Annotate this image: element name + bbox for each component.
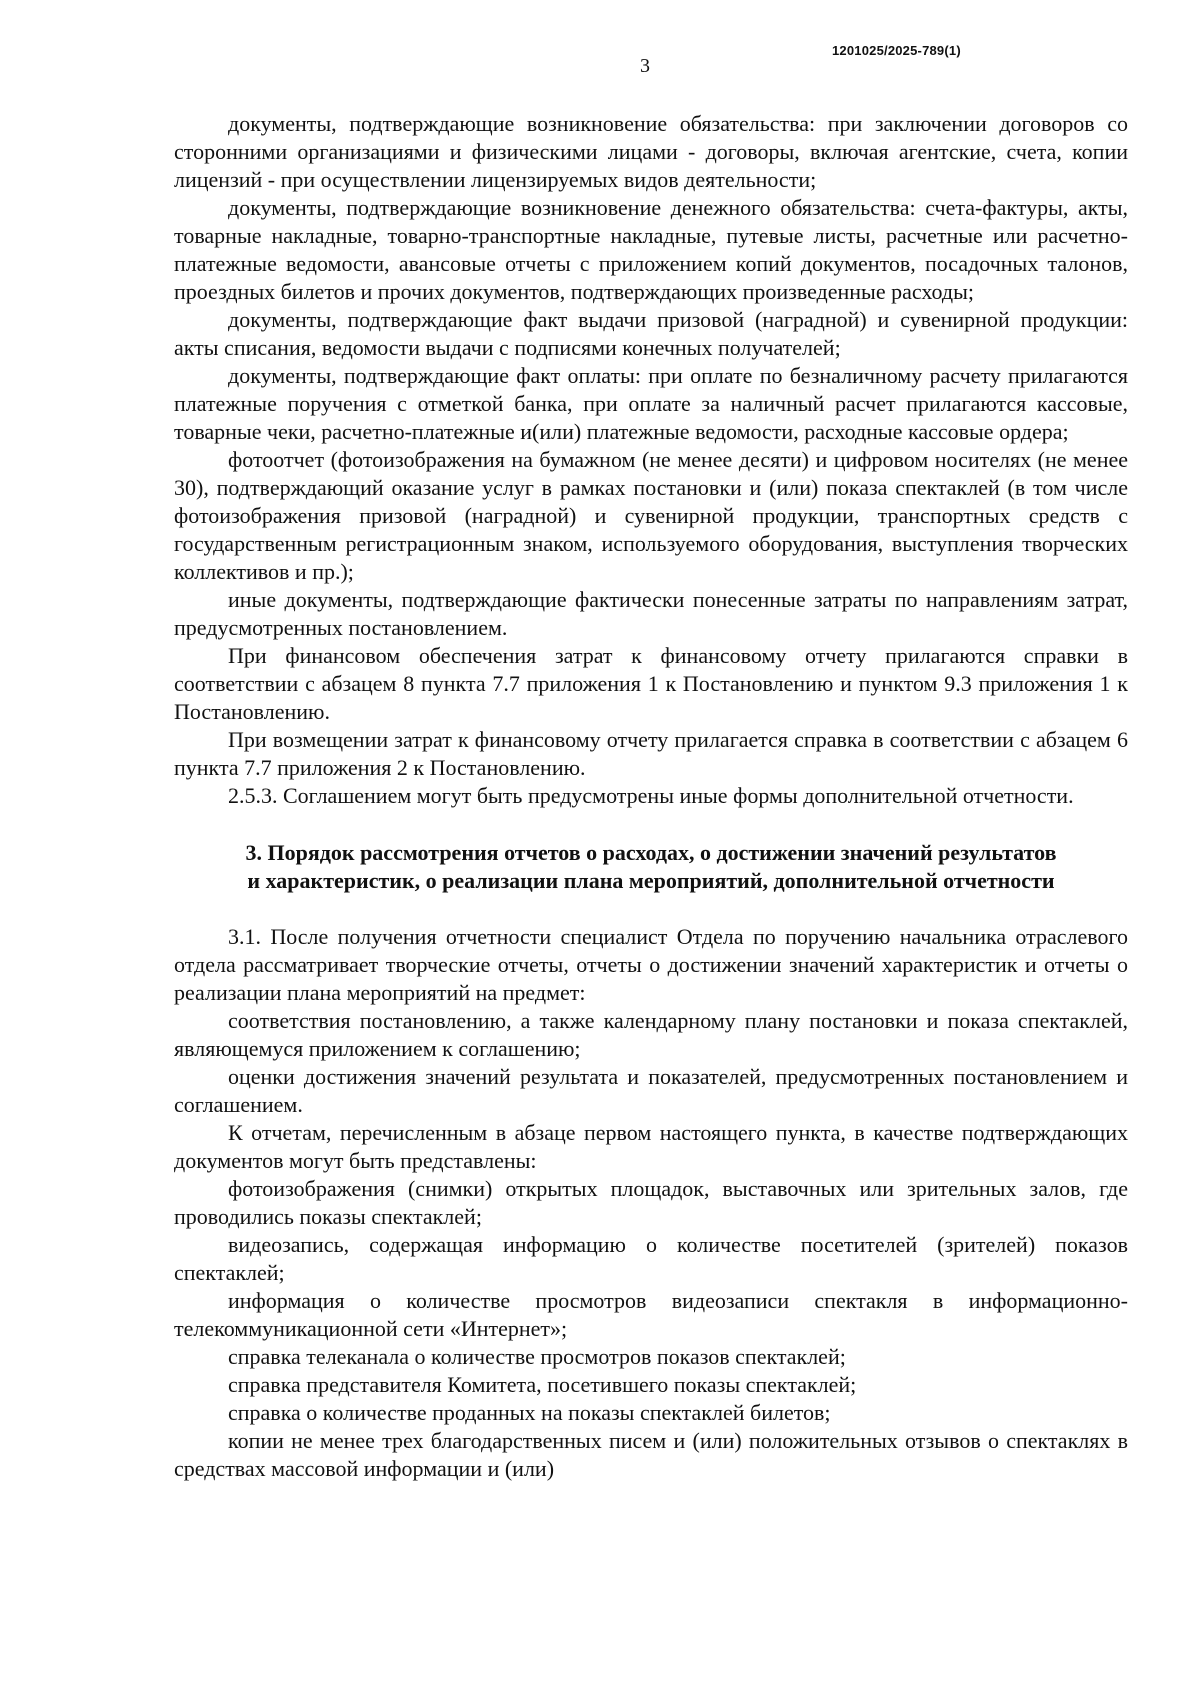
paragraph: К отчетам, перечисленным в абзаце первом настоящего пункта, в качестве подтверждающих документов могут быть представлены:: [174, 1120, 1128, 1173]
paragraph: При возмещении затрат к финансовому отчету прилагается справка в соответствии с абзацем 6 пункта 7.7 приложения 2 к Постановлению.: [174, 727, 1128, 780]
paragraph: документы, подтверждающие возникновение денежного обязательства: счета-фактуры, акты, товарные накладные, товарно-транспортные накладные, путевые листы, расчетные или расчетно-платежные ведомости, авансовые отчеты с приложением копий документов, посадочных талонов, проездных билетов и прочих документов, подтверждающих произведенные расходы;: [174, 195, 1128, 304]
paragraph: справка о количестве проданных на показы спектаклей билетов;: [228, 1400, 831, 1425]
paragraph: документы, подтверждающие возникновение обязательства: при заключении договоров со сторонними организациями и физическими лицами - договоры, включая агентские, счета, копии лицензий - при осуществлении лицензируемых видов деятельности;: [174, 111, 1128, 192]
paragraph: 3.1. После получения отчетности специалист Отдела по поручению начальника отраслевого отдела рассматривает творческие отчеты, отчеты о достижении значений характеристик и отчеты о реализации плана мероприятий на предмет:: [174, 924, 1128, 1005]
paragraph: справка телеканала о количестве просмотров показов спектаклей;: [228, 1344, 846, 1369]
section-heading-line: 3. Порядок рассмотрения отчетов о расходах, о достижении значений результатов: [245, 840, 1057, 865]
paragraph: копии не менее трех благодарственных писем и (или) положительных отзывов о спектаклях в средствах массовой информации и (или): [174, 1428, 1128, 1481]
section-heading: [174, 839, 1128, 895]
paragraph: документы, подтверждающие факт выдачи призовой (наградной) и сувенирной продукции: акты списания, ведомости выдачи с подписями конечных получателей;: [174, 307, 1128, 360]
paragraph: информация о количестве просмотров видеозаписи спектакля в информационно-телекоммуникационной сети «Интернет»;: [174, 1288, 1128, 1341]
section-heading-line: и характеристик, о реализации плана мероприятий, дополнительной отчетности: [247, 868, 1055, 893]
document-id: 1201025/2025-789(1): [832, 43, 961, 58]
paragraph: документы, подтверждающие факт оплаты: при оплате по безналичному расчету прилагаются платежные поручения с отметкой банка, при оплате за наличный расчет прилагаются кассовые, товарные чеки, расчетно-платежные и(или) платежные ведомости, расходные кассовые ордера;: [174, 363, 1128, 444]
paragraph: иные документы, подтверждающие фактически понесенные затраты по направлениям затрат, предусмотренных постановлением.: [174, 587, 1128, 640]
document-body: [174, 110, 1128, 1483]
paragraph: фотоизображения (снимки) открытых площадок, выставочных или зрительных залов, где проводились показы спектаклей;: [174, 1176, 1128, 1229]
paragraph: оценки достижения значений результата и показателей, предусмотренных постановлением и соглашением.: [174, 1064, 1128, 1117]
paragraph: соответствия постановлению, а также календарному плану постановки и показа спектаклей, являющемуся приложением к соглашению;: [174, 1008, 1128, 1061]
paragraph: видеозапись, содержащая информацию о количестве посетителей (зрителей) показов спектаклей;: [174, 1232, 1128, 1285]
page-number: 3: [640, 55, 650, 77]
paragraph: фотоотчет (фотоизображения на бумажном (не менее десяти) и цифровом носителях (не менее 30), подтверждающий оказание услуг в рамках постановки и (или) показа спектаклей (в том числе фотоизображения призовой (наградной) и сувенирной продукции, транспортных средств с государственным регистрационным знаком, используемого оборудования, выступления творческих коллективов и пр.);: [174, 447, 1128, 584]
paragraph: При финансовом обеспечения затрат к финансовому отчету прилагаются справки в соответствии с абзацем 8 пункта 7.7 приложения 1 к Постановлению и пунктом 9.3 приложения 1 к Постановлению.: [174, 643, 1128, 724]
paragraph: 2.5.3. Соглашением могут быть предусмотрены иные формы дополнительной отчетности.: [228, 783, 1074, 808]
paragraph: справка представителя Комитета, посетившего показы спектаклей;: [228, 1372, 857, 1397]
